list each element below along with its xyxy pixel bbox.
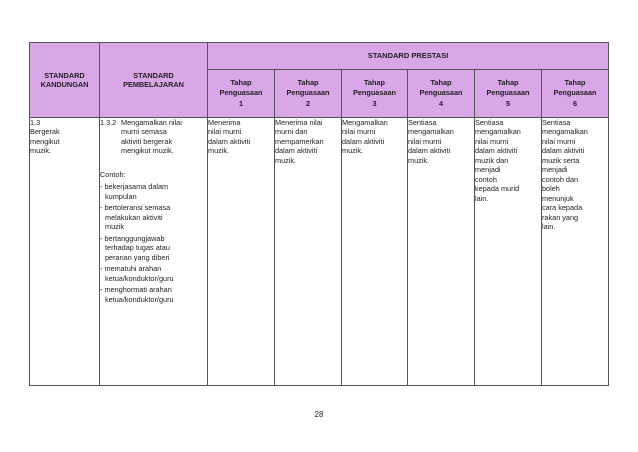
contoh-item: [100, 234, 207, 262]
header-tahap-4: [408, 70, 475, 118]
tahap-label: Penguasaan: [419, 88, 463, 98]
prestasi-line: cara kepada: [542, 203, 583, 213]
prestasi-line: mengamalkan: [475, 127, 521, 137]
header-standard-prestasi: STANDARD PRESTASI: [208, 43, 609, 70]
sp-first-line: [100, 118, 207, 127]
prestasi-line: Sentiasa: [408, 118, 437, 127]
header-text: STANDARD: [44, 70, 85, 80]
contoh-label: Contoh:: [100, 169, 126, 179]
prestasi-line: nilai murni: [542, 136, 576, 146]
contoh-item-line: peranan yang diberi: [105, 252, 170, 262]
tahap-label: Tahap: [364, 77, 385, 87]
prestasi-line: lain.: [475, 193, 489, 203]
header-text: PEMBELAJARAN: [123, 80, 184, 89]
tahap-label: Penguasaan: [286, 88, 330, 98]
tahap-label: Penguasaan: [353, 88, 396, 98]
kandungan-line: muzik.: [30, 146, 52, 156]
prestasi-line: muzik.: [408, 155, 430, 165]
tahap-label: 5: [505, 98, 511, 108]
prestasi-cell-1: [208, 118, 275, 386]
contoh-item-line: terhadap tugas atau: [105, 243, 170, 253]
prestasi-line: dalam aktiviti: [342, 136, 385, 146]
header-tahap-2: [275, 70, 342, 118]
prestasi-line: dalam aktiviti: [408, 146, 451, 156]
prestasi-line: murni dan: [275, 127, 308, 137]
contoh-item-line: - menghormati arahan: [100, 285, 172, 295]
contoh-item: [100, 203, 207, 231]
prestasi-line: menjadi: [475, 165, 501, 175]
contoh-item-line: ketua/konduktor/guru: [105, 273, 174, 283]
contoh-item-line: kumpulan: [105, 191, 137, 201]
header-tahap-5: [475, 70, 542, 118]
prestasi-line: menunjuk: [542, 193, 574, 203]
prestasi-line: nilai murni: [475, 136, 509, 146]
page-number: 28: [314, 410, 324, 419]
prestasi-line: boleh: [542, 184, 560, 194]
sp-line: mengikut muzik.: [121, 146, 174, 156]
tahap-label: Penguasaan: [486, 88, 530, 98]
contoh-item-line: - bertoleransi semasa: [100, 203, 171, 213]
tahap-label: 4: [438, 98, 444, 108]
header-tahap-3: [342, 70, 408, 118]
prestasi-line: muzik serta: [542, 155, 580, 165]
tahap-label: Penguasaan: [553, 88, 597, 98]
prestasi-line: Menerima: [208, 118, 241, 127]
prestasi-cell-5: [475, 118, 542, 386]
header-tahap-1: [208, 70, 275, 118]
tahap-label: Tahap: [297, 77, 319, 87]
prestasi-line: dalam aktiviti: [275, 146, 318, 156]
tahap-label: Tahap: [564, 77, 586, 87]
header-standard-pembelajaran: [100, 43, 208, 118]
prestasi-line: kepada murid: [475, 184, 520, 194]
kandungan-line: mengikut: [30, 136, 60, 146]
prestasi-cell-2: [275, 118, 342, 386]
tahap-label: Tahap: [230, 77, 252, 87]
header-tahap-6: [542, 70, 609, 118]
kandungan-line: 1.3: [30, 118, 41, 127]
prestasi-line: muzik.: [275, 155, 297, 165]
prestasi-line: muzik dan: [475, 155, 509, 165]
kandungan-cell: [30, 118, 100, 386]
tahap-label: Tahap: [497, 77, 519, 87]
prestasi-line: nilai murni: [208, 127, 242, 137]
tahap-label: 6: [572, 98, 578, 108]
sp-code: 1.3.2: [100, 118, 117, 127]
tahap-label: Tahap: [430, 77, 452, 87]
contoh-item-line: - bertanggungjawab: [100, 233, 165, 243]
prestasi-cell-6: [542, 118, 609, 386]
prestasi-line: Sentiasa: [475, 118, 504, 127]
kandungan-line: Bergerak: [30, 127, 60, 137]
sp-line: murni semasa: [121, 127, 167, 137]
prestasi-line: Sentiasa: [542, 118, 571, 127]
standard-table: [29, 42, 609, 386]
prestasi-line: dalam aktiviti: [542, 146, 585, 156]
prestasi-line: dalam aktiviti: [208, 136, 251, 146]
contoh-item-line: - bekerjasama dalam: [100, 182, 169, 192]
prestasi-line: lain.: [542, 222, 556, 232]
contoh-item: [100, 285, 207, 304]
prestasi-line: nilai murni: [408, 136, 442, 146]
prestasi-line: muzik.: [208, 146, 230, 156]
tahap-label: Penguasaan: [219, 88, 263, 98]
contoh-item-line: muzik: [105, 222, 125, 232]
prestasi-line: nilai murni: [342, 127, 376, 137]
contoh-list: [100, 182, 207, 304]
prestasi-line: Menerima nilai: [275, 118, 323, 127]
sp-line: Mengamalkan nilai: [121, 118, 182, 127]
prestasi-line: rakan yang: [542, 212, 579, 222]
pembelajaran-cell: [100, 118, 208, 386]
prestasi-line: Mengamalkan: [342, 118, 388, 127]
prestasi-line: mengamalkan: [542, 127, 588, 137]
content-row: [30, 118, 609, 386]
header-text: KANDUNGAN: [40, 80, 89, 89]
header-standard-kandungan: [30, 43, 100, 118]
contoh-item-line: - mematuhi arahan: [100, 264, 162, 274]
prestasi-line: mengamalkan: [408, 127, 454, 137]
prestasi-line: muzik.: [342, 146, 364, 156]
tahap-label: 3: [372, 98, 377, 108]
prestasi-cell-4: [408, 118, 475, 386]
prestasi-line: mempamerkan: [275, 136, 324, 146]
contoh-item: [100, 264, 207, 283]
tahap-label: 1: [238, 98, 244, 108]
prestasi-cell-3: [342, 118, 408, 386]
header-text: STANDARD: [133, 70, 174, 80]
prestasi-line: menjadi: [542, 165, 568, 175]
prestasi-line: contoh: [475, 174, 497, 184]
prestasi-line: contoh dan: [542, 174, 579, 184]
contoh-item: [100, 182, 207, 201]
contoh-item-line: ketua/konduktor/guru: [105, 294, 174, 304]
prestasi-line: dalam aktiviti: [475, 146, 518, 156]
tahap-label: 2: [305, 98, 311, 108]
sp-line: aktiviti bergerak: [121, 136, 173, 146]
contoh-item-line: melakukan aktiviti: [105, 212, 163, 222]
